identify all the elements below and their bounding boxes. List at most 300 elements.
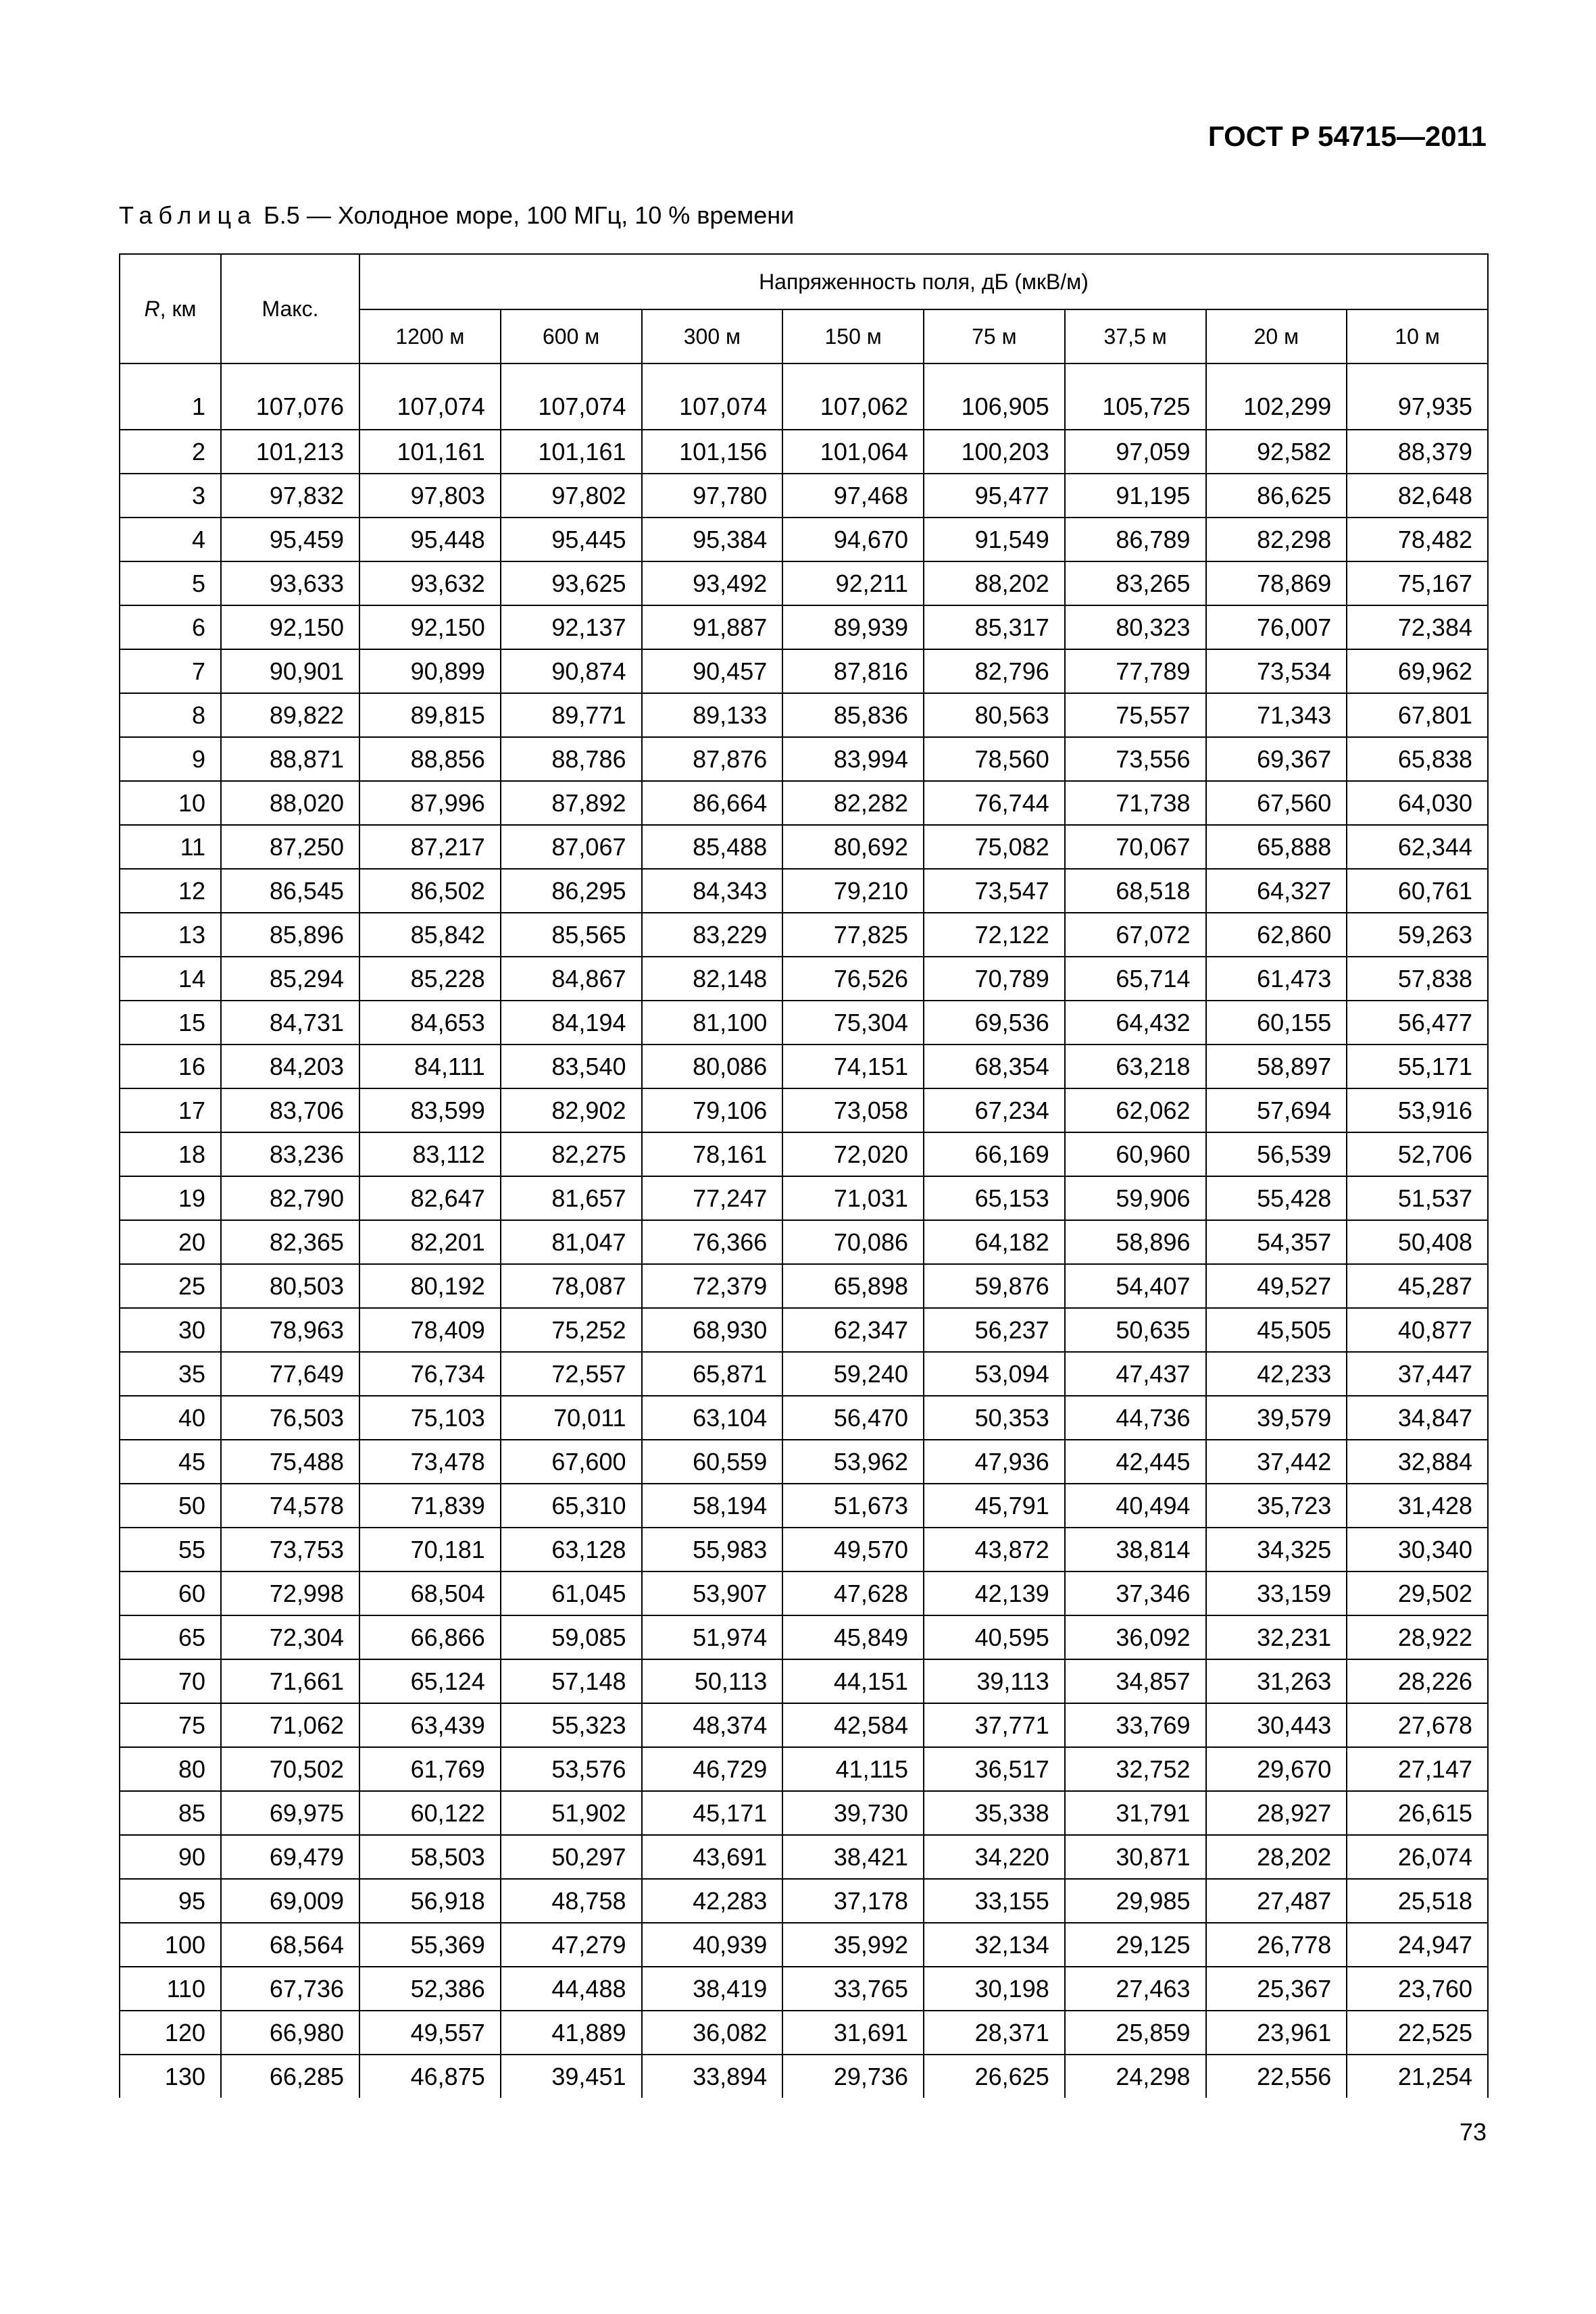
value-cell: 41,115 xyxy=(782,1747,924,1791)
value-cell: 80,086 xyxy=(642,1045,783,1088)
value-cell: 31,791 xyxy=(1065,1791,1206,1835)
table-row xyxy=(120,1264,1488,1308)
value-cell: 107,074 xyxy=(642,363,783,430)
value-cell: 62,860 xyxy=(1206,913,1347,957)
value-cell: 26,625 xyxy=(924,2055,1065,2098)
value-cell: 33,155 xyxy=(924,1879,1065,1923)
value-cell: 32,231 xyxy=(1206,1615,1347,1659)
value-cell: 65,898 xyxy=(782,1264,924,1308)
value-cell: 72,379 xyxy=(642,1264,783,1308)
value-cell: 43,872 xyxy=(924,1528,1065,1571)
value-cell: 27,463 xyxy=(1065,1967,1206,2011)
value-cell: 101,161 xyxy=(359,430,501,474)
value-cell: 95,384 xyxy=(642,518,783,561)
value-cell: 55,369 xyxy=(359,1923,501,1967)
value-cell: 40,877 xyxy=(1347,1308,1488,1352)
distance-cell: 11 xyxy=(120,825,221,869)
value-cell: 101,161 xyxy=(501,430,642,474)
value-cell: 65,124 xyxy=(359,1659,501,1703)
max-value-cell: 69,009 xyxy=(221,1879,359,1923)
value-cell: 69,536 xyxy=(924,1001,1065,1045)
max-value-cell: 74,578 xyxy=(221,1484,359,1528)
value-cell: 28,927 xyxy=(1206,1791,1347,1835)
value-cell: 65,714 xyxy=(1065,957,1206,1001)
max-value-cell: 92,150 xyxy=(221,605,359,649)
value-cell: 89,939 xyxy=(782,605,924,649)
value-cell: 85,842 xyxy=(359,913,501,957)
value-cell: 79,106 xyxy=(642,1088,783,1132)
value-cell: 65,153 xyxy=(924,1176,1065,1220)
caption-number: Б.5 xyxy=(264,201,300,229)
table-row xyxy=(120,1967,1488,2011)
distance-cell: 1 xyxy=(120,363,221,430)
value-cell: 68,518 xyxy=(1065,869,1206,913)
distance-cell: 65 xyxy=(120,1615,221,1659)
value-cell: 40,595 xyxy=(924,1615,1065,1659)
value-cell: 55,983 xyxy=(642,1528,783,1571)
distance-cell: 95 xyxy=(120,1879,221,1923)
value-cell: 78,409 xyxy=(359,1308,501,1352)
value-cell: 82,275 xyxy=(501,1132,642,1176)
column-header-height: 600 м xyxy=(501,309,642,363)
distance-cell: 16 xyxy=(120,1045,221,1088)
value-cell: 89,815 xyxy=(359,693,501,737)
value-cell: 23,760 xyxy=(1347,1967,1488,2011)
max-value-cell: 83,236 xyxy=(221,1132,359,1176)
value-cell: 37,771 xyxy=(924,1703,1065,1747)
value-cell: 71,738 xyxy=(1065,781,1206,825)
table-row xyxy=(120,649,1488,693)
value-cell: 64,432 xyxy=(1065,1001,1206,1045)
value-cell: 77,789 xyxy=(1065,649,1206,693)
table-row xyxy=(120,474,1488,518)
table-row xyxy=(120,913,1488,957)
value-cell: 82,282 xyxy=(782,781,924,825)
table-row xyxy=(120,825,1488,869)
max-value-cell: 101,213 xyxy=(221,430,359,474)
value-cell: 60,761 xyxy=(1347,869,1488,913)
value-cell: 33,159 xyxy=(1206,1571,1347,1615)
table-row xyxy=(120,363,1488,430)
value-cell: 83,229 xyxy=(642,913,783,957)
value-cell: 50,408 xyxy=(1347,1220,1488,1264)
value-cell: 93,625 xyxy=(501,561,642,605)
value-cell: 84,343 xyxy=(642,869,783,913)
max-value-cell: 71,062 xyxy=(221,1703,359,1747)
value-cell: 42,283 xyxy=(642,1879,783,1923)
value-cell: 85,317 xyxy=(924,605,1065,649)
max-value-cell: 72,998 xyxy=(221,1571,359,1615)
value-cell: 51,902 xyxy=(501,1791,642,1835)
value-cell: 40,939 xyxy=(642,1923,783,1967)
table-row xyxy=(120,1484,1488,1528)
max-value-cell: 89,822 xyxy=(221,693,359,737)
table-row xyxy=(120,1352,1488,1396)
value-cell: 44,488 xyxy=(501,1967,642,2011)
value-cell: 78,161 xyxy=(642,1132,783,1176)
value-cell: 28,202 xyxy=(1206,1835,1347,1879)
value-cell: 83,599 xyxy=(359,1088,501,1132)
value-cell: 53,907 xyxy=(642,1571,783,1615)
value-cell: 78,560 xyxy=(924,737,1065,781)
value-cell: 82,647 xyxy=(359,1176,501,1220)
value-cell: 87,996 xyxy=(359,781,501,825)
value-cell: 72,122 xyxy=(924,913,1065,957)
value-cell: 38,419 xyxy=(642,1967,783,2011)
value-cell: 56,237 xyxy=(924,1308,1065,1352)
value-cell: 53,962 xyxy=(782,1440,924,1484)
value-cell: 60,155 xyxy=(1206,1001,1347,1045)
distance-cell: 130 xyxy=(120,2055,221,2098)
value-cell: 77,247 xyxy=(642,1176,783,1220)
value-cell: 106,905 xyxy=(924,363,1065,430)
table-row xyxy=(120,518,1488,561)
value-cell: 77,825 xyxy=(782,913,924,957)
table-row xyxy=(120,1747,1488,1791)
value-cell: 45,171 xyxy=(642,1791,783,1835)
value-cell: 92,137 xyxy=(501,605,642,649)
distance-cell: 5 xyxy=(120,561,221,605)
distance-cell: 4 xyxy=(120,518,221,561)
value-cell: 88,202 xyxy=(924,561,1065,605)
value-cell: 27,487 xyxy=(1206,1879,1347,1923)
value-cell: 76,366 xyxy=(642,1220,783,1264)
value-cell: 86,789 xyxy=(1065,518,1206,561)
value-cell: 87,217 xyxy=(359,825,501,869)
value-cell: 47,628 xyxy=(782,1571,924,1615)
value-cell: 85,488 xyxy=(642,825,783,869)
max-value-cell: 82,790 xyxy=(221,1176,359,1220)
value-cell: 97,803 xyxy=(359,474,501,518)
value-cell: 95,448 xyxy=(359,518,501,561)
value-cell: 86,502 xyxy=(359,869,501,913)
distance-cell: 30 xyxy=(120,1308,221,1352)
value-cell: 67,560 xyxy=(1206,781,1347,825)
value-cell: 24,298 xyxy=(1065,2055,1206,2098)
value-cell: 78,482 xyxy=(1347,518,1488,561)
value-cell: 45,791 xyxy=(924,1484,1065,1528)
value-cell: 30,443 xyxy=(1206,1703,1347,1747)
column-header-height: 37,5 м xyxy=(1065,309,1206,363)
distance-cell: 110 xyxy=(120,1967,221,2011)
distance-cell: 55 xyxy=(120,1528,221,1571)
value-cell: 45,849 xyxy=(782,1615,924,1659)
value-cell: 70,011 xyxy=(501,1396,642,1440)
value-cell: 28,371 xyxy=(924,2011,1065,2055)
value-cell: 69,962 xyxy=(1347,649,1488,693)
value-cell: 31,263 xyxy=(1206,1659,1347,1703)
value-cell: 22,556 xyxy=(1206,2055,1347,2098)
max-value-cell: 86,545 xyxy=(221,869,359,913)
value-cell: 76,734 xyxy=(359,1352,501,1396)
value-cell: 89,771 xyxy=(501,693,642,737)
value-cell: 75,082 xyxy=(924,825,1065,869)
value-cell: 29,670 xyxy=(1206,1747,1347,1791)
value-cell: 84,194 xyxy=(501,1001,642,1045)
max-value-cell: 88,871 xyxy=(221,737,359,781)
max-value-cell: 87,250 xyxy=(221,825,359,869)
value-cell: 24,947 xyxy=(1347,1923,1488,1967)
value-cell: 68,354 xyxy=(924,1045,1065,1088)
value-cell: 29,985 xyxy=(1065,1879,1206,1923)
value-cell: 63,439 xyxy=(359,1703,501,1747)
value-cell: 42,233 xyxy=(1206,1352,1347,1396)
value-cell: 62,062 xyxy=(1065,1088,1206,1132)
distance-cell: 8 xyxy=(120,693,221,737)
value-cell: 91,887 xyxy=(642,605,783,649)
value-cell: 72,384 xyxy=(1347,605,1488,649)
value-cell: 89,133 xyxy=(642,693,783,737)
value-cell: 95,445 xyxy=(501,518,642,561)
value-cell: 57,694 xyxy=(1206,1088,1347,1132)
value-cell: 68,504 xyxy=(359,1571,501,1615)
max-value-cell: 77,649 xyxy=(221,1352,359,1396)
value-cell: 58,896 xyxy=(1065,1220,1206,1264)
value-cell: 57,838 xyxy=(1347,957,1488,1001)
value-cell: 100,203 xyxy=(924,430,1065,474)
value-cell: 56,477 xyxy=(1347,1001,1488,1045)
max-value-cell: 107,076 xyxy=(221,363,359,430)
value-cell: 85,836 xyxy=(782,693,924,737)
value-cell: 105,725 xyxy=(1065,363,1206,430)
value-cell: 57,148 xyxy=(501,1659,642,1703)
value-cell: 93,632 xyxy=(359,561,501,605)
value-cell: 23,961 xyxy=(1206,2011,1347,2055)
value-cell: 91,549 xyxy=(924,518,1065,561)
max-value-cell: 67,736 xyxy=(221,1967,359,2011)
value-cell: 67,234 xyxy=(924,1088,1065,1132)
table-row xyxy=(120,1879,1488,1923)
value-cell: 53,576 xyxy=(501,1747,642,1791)
value-cell: 34,857 xyxy=(1065,1659,1206,1703)
value-cell: 80,563 xyxy=(924,693,1065,737)
value-cell: 63,104 xyxy=(642,1396,783,1440)
column-header-height: 300 м xyxy=(642,309,783,363)
distance-cell: 20 xyxy=(120,1220,221,1264)
max-value-cell: 71,661 xyxy=(221,1659,359,1703)
value-cell: 78,087 xyxy=(501,1264,642,1308)
column-header-height: 1200 м xyxy=(359,309,501,363)
distance-cell: 70 xyxy=(120,1659,221,1703)
max-value-cell: 95,459 xyxy=(221,518,359,561)
distance-cell: 15 xyxy=(120,1001,221,1045)
column-header-height: 75 м xyxy=(924,309,1065,363)
value-cell: 107,062 xyxy=(782,363,924,430)
table-row xyxy=(120,430,1488,474)
value-cell: 71,839 xyxy=(359,1484,501,1528)
value-cell: 66,866 xyxy=(359,1615,501,1659)
value-cell: 59,240 xyxy=(782,1352,924,1396)
field-strength-table xyxy=(119,253,1489,2098)
value-cell: 35,338 xyxy=(924,1791,1065,1835)
value-cell: 50,635 xyxy=(1065,1308,1206,1352)
value-cell: 49,527 xyxy=(1206,1264,1347,1308)
distance-cell: 45 xyxy=(120,1440,221,1484)
value-cell: 73,058 xyxy=(782,1088,924,1132)
value-cell: 101,156 xyxy=(642,430,783,474)
value-cell: 46,875 xyxy=(359,2055,501,2098)
distance-cell: 14 xyxy=(120,957,221,1001)
max-value-cell: 66,980 xyxy=(221,2011,359,2055)
value-cell: 67,801 xyxy=(1347,693,1488,737)
value-cell: 58,897 xyxy=(1206,1045,1347,1088)
value-cell: 83,540 xyxy=(501,1045,642,1088)
value-cell: 29,502 xyxy=(1347,1571,1488,1615)
value-cell: 35,723 xyxy=(1206,1484,1347,1528)
column-header-height: 10 м xyxy=(1347,309,1488,363)
value-cell: 86,295 xyxy=(501,869,642,913)
value-cell: 56,918 xyxy=(359,1879,501,1923)
value-cell: 92,211 xyxy=(782,561,924,605)
value-cell: 80,692 xyxy=(782,825,924,869)
distance-cell: 85 xyxy=(120,1791,221,1835)
value-cell: 44,151 xyxy=(782,1659,924,1703)
table-row xyxy=(120,2011,1488,2055)
value-cell: 60,559 xyxy=(642,1440,783,1484)
value-cell: 107,074 xyxy=(359,363,501,430)
value-cell: 88,856 xyxy=(359,737,501,781)
max-value-cell: 93,633 xyxy=(221,561,359,605)
value-cell: 33,894 xyxy=(642,2055,783,2098)
value-cell: 28,922 xyxy=(1347,1615,1488,1659)
value-cell: 65,838 xyxy=(1347,737,1488,781)
column-group-header: Напряженность поля, дБ (мкВ/м) xyxy=(359,254,1488,309)
value-cell: 75,304 xyxy=(782,1001,924,1045)
column-header-height: 20 м xyxy=(1206,309,1347,363)
value-cell: 27,147 xyxy=(1347,1747,1488,1791)
table-row xyxy=(120,1220,1488,1264)
value-cell: 87,067 xyxy=(501,825,642,869)
value-cell: 63,128 xyxy=(501,1528,642,1571)
max-value-cell: 72,304 xyxy=(221,1615,359,1659)
value-cell: 107,074 xyxy=(501,363,642,430)
value-cell: 91,195 xyxy=(1065,474,1206,518)
distance-cell: 18 xyxy=(120,1132,221,1176)
value-cell: 42,445 xyxy=(1065,1440,1206,1484)
value-cell: 86,625 xyxy=(1206,474,1347,518)
value-cell: 54,357 xyxy=(1206,1220,1347,1264)
value-cell: 97,935 xyxy=(1347,363,1488,430)
value-cell: 59,876 xyxy=(924,1264,1065,1308)
distance-cell: 12 xyxy=(120,869,221,913)
column-header-height: 150 м xyxy=(782,309,924,363)
value-cell: 36,092 xyxy=(1065,1615,1206,1659)
value-cell: 38,814 xyxy=(1065,1528,1206,1571)
table-row xyxy=(120,1045,1488,1088)
value-cell: 50,113 xyxy=(642,1659,783,1703)
value-cell: 64,182 xyxy=(924,1220,1065,1264)
value-cell: 88,379 xyxy=(1347,430,1488,474)
value-cell: 49,570 xyxy=(782,1528,924,1571)
value-cell: 42,139 xyxy=(924,1571,1065,1615)
value-cell: 84,111 xyxy=(359,1045,501,1088)
column-header-max: Макс. xyxy=(221,254,359,363)
caption-label: Таблица xyxy=(119,201,257,229)
distance-cell: 90 xyxy=(120,1835,221,1879)
value-cell: 53,916 xyxy=(1347,1088,1488,1132)
distance-cell: 7 xyxy=(120,649,221,693)
value-cell: 76,526 xyxy=(782,957,924,1001)
table-row xyxy=(120,605,1488,649)
distance-cell: 10 xyxy=(120,781,221,825)
value-cell: 76,007 xyxy=(1206,605,1347,649)
max-value-cell: 85,896 xyxy=(221,913,359,957)
value-cell: 81,047 xyxy=(501,1220,642,1264)
distance-cell: 100 xyxy=(120,1923,221,1967)
value-cell: 95,477 xyxy=(924,474,1065,518)
table-row xyxy=(120,1835,1488,1879)
distance-cell: 35 xyxy=(120,1352,221,1396)
value-cell: 55,323 xyxy=(501,1703,642,1747)
value-cell: 84,867 xyxy=(501,957,642,1001)
value-cell: 51,537 xyxy=(1347,1176,1488,1220)
value-cell: 32,884 xyxy=(1347,1440,1488,1484)
value-cell: 82,148 xyxy=(642,957,783,1001)
value-cell: 82,902 xyxy=(501,1088,642,1132)
table-row xyxy=(120,957,1488,1001)
value-cell: 47,437 xyxy=(1065,1352,1206,1396)
value-cell: 64,327 xyxy=(1206,869,1347,913)
table-row xyxy=(120,561,1488,605)
table-row xyxy=(120,1659,1488,1703)
value-cell: 83,112 xyxy=(359,1132,501,1176)
value-cell: 71,031 xyxy=(782,1176,924,1220)
value-cell: 29,125 xyxy=(1065,1923,1206,1967)
value-cell: 25,518 xyxy=(1347,1879,1488,1923)
value-cell: 83,265 xyxy=(1065,561,1206,605)
max-value-cell: 73,753 xyxy=(221,1528,359,1571)
value-cell: 59,906 xyxy=(1065,1176,1206,1220)
value-cell: 69,367 xyxy=(1206,737,1347,781)
value-cell: 65,888 xyxy=(1206,825,1347,869)
value-cell: 53,094 xyxy=(924,1352,1065,1396)
max-value-cell: 69,975 xyxy=(221,1791,359,1835)
value-cell: 61,045 xyxy=(501,1571,642,1615)
distance-cell: 40 xyxy=(120,1396,221,1440)
value-cell: 82,796 xyxy=(924,649,1065,693)
value-cell: 83,994 xyxy=(782,737,924,781)
value-cell: 92,150 xyxy=(359,605,501,649)
value-cell: 50,297 xyxy=(501,1835,642,1879)
value-cell: 48,374 xyxy=(642,1703,783,1747)
max-value-cell: 88,020 xyxy=(221,781,359,825)
value-cell: 73,478 xyxy=(359,1440,501,1484)
value-cell: 73,534 xyxy=(1206,649,1347,693)
value-cell: 64,030 xyxy=(1347,781,1488,825)
value-cell: 41,889 xyxy=(501,2011,642,2055)
value-cell: 58,194 xyxy=(642,1484,783,1528)
value-cell: 70,067 xyxy=(1065,825,1206,869)
value-cell: 72,557 xyxy=(501,1352,642,1396)
table-row xyxy=(120,1132,1488,1176)
max-value-cell: 90,901 xyxy=(221,649,359,693)
value-cell: 71,343 xyxy=(1206,693,1347,737)
value-cell: 78,869 xyxy=(1206,561,1347,605)
table-row xyxy=(120,1703,1488,1747)
value-cell: 73,556 xyxy=(1065,737,1206,781)
value-cell: 97,802 xyxy=(501,474,642,518)
value-cell: 80,323 xyxy=(1065,605,1206,649)
value-cell: 81,657 xyxy=(501,1176,642,1220)
value-cell: 102,299 xyxy=(1206,363,1347,430)
value-cell: 39,730 xyxy=(782,1791,924,1835)
table-row xyxy=(120,2055,1488,2098)
value-cell: 34,220 xyxy=(924,1835,1065,1879)
value-cell: 66,169 xyxy=(924,1132,1065,1176)
value-cell: 26,778 xyxy=(1206,1923,1347,1967)
value-cell: 60,122 xyxy=(359,1791,501,1835)
value-cell: 56,539 xyxy=(1206,1132,1347,1176)
